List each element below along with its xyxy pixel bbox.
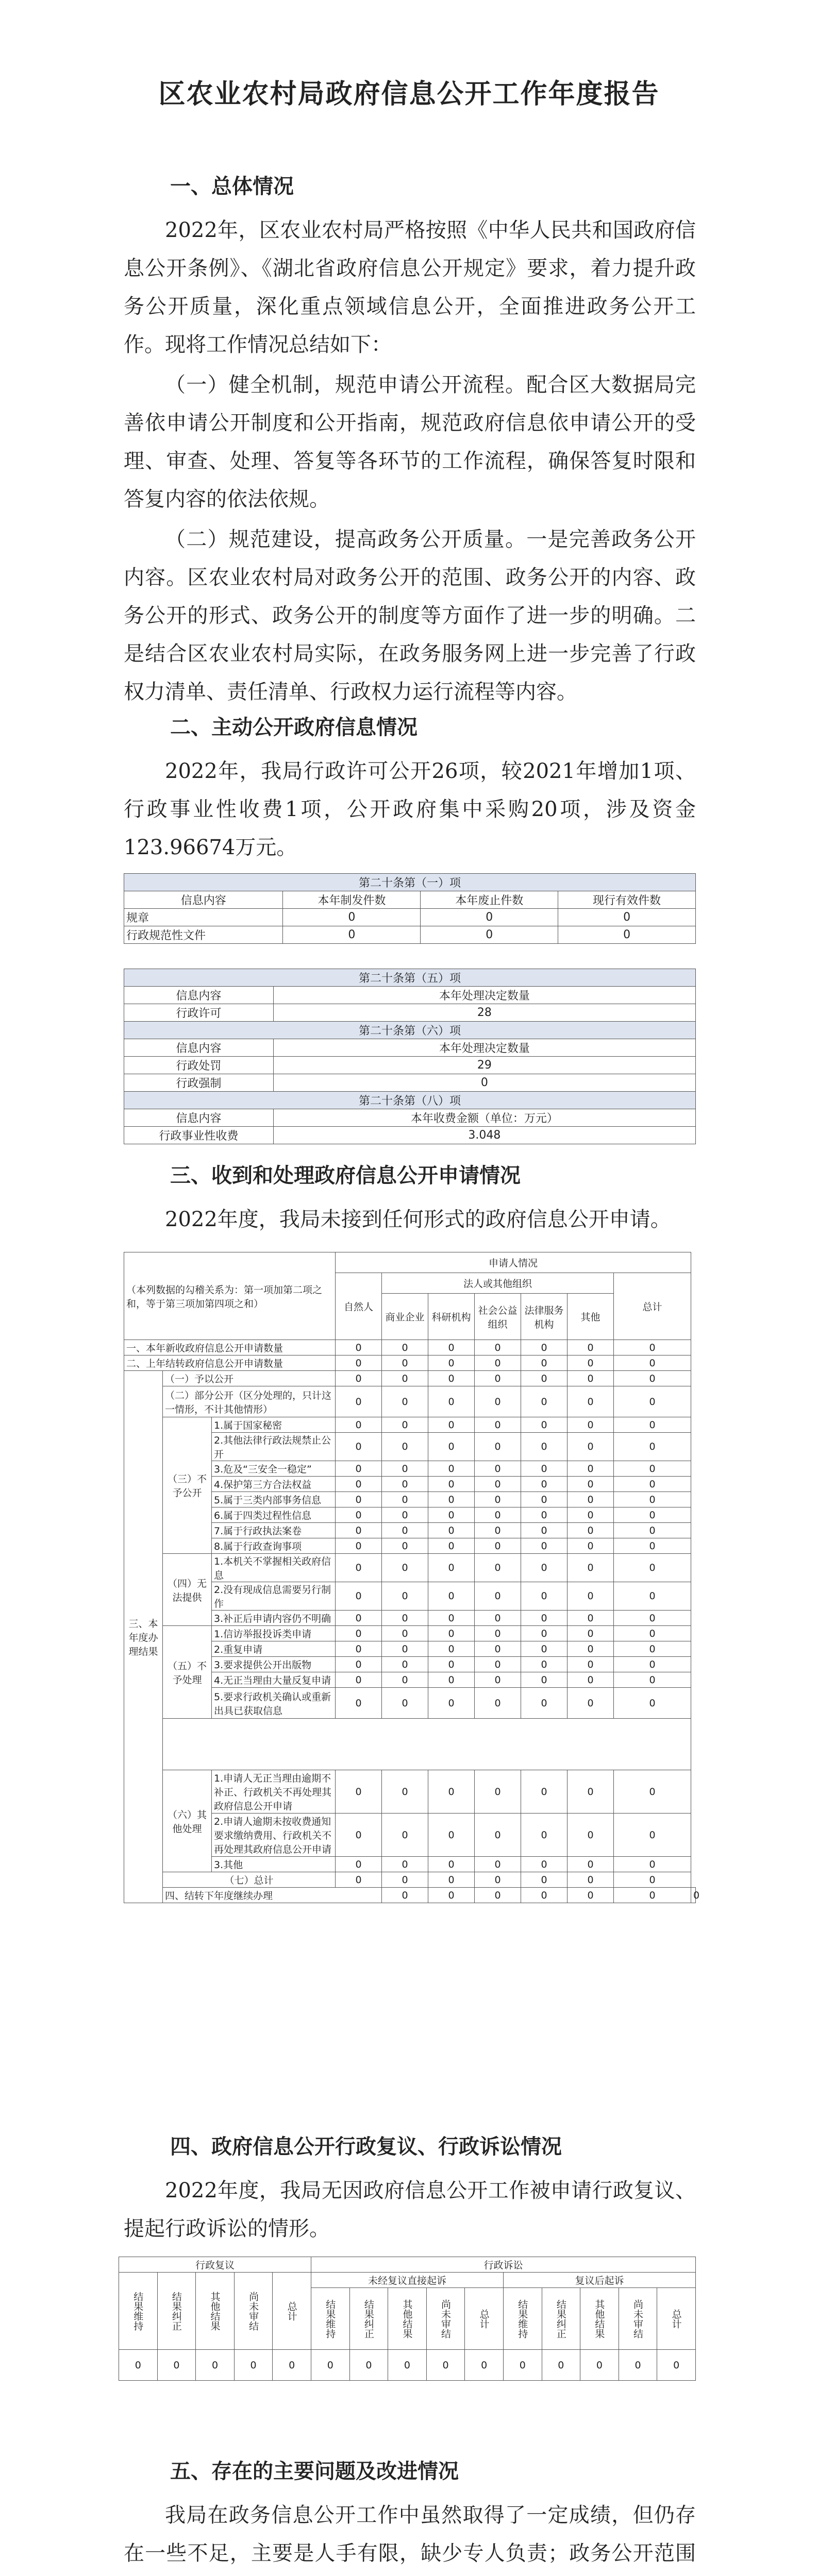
row-group-header: （三）不予公开 bbox=[163, 1417, 212, 1554]
section-5-paragraph-1: 我局在政务信息公开工作中虽然取得了一定成绩，但仍存在一些不足，主要是人手有限，缺少专人负责；政务公开范围 bbox=[124, 2503, 696, 2565]
table-article-20-item-1 bbox=[124, 873, 696, 944]
table-row: 四、结转下年度继续办理 0 0 0 0 0 0 0 bbox=[124, 1888, 696, 1903]
table-row: （七）总计 0 0 0 0 0 0 0 bbox=[124, 1872, 696, 1888]
column-group-header: 行政复议 bbox=[119, 2257, 311, 2273]
table-row: 3.危及“三安全一稳定” 0 0 0 0 0 0 0 bbox=[124, 1461, 696, 1477]
section-3-paragraph-1: 2022年度，我局未接到任何形式的政府信息公开申请。 bbox=[165, 1208, 671, 1231]
column-header: 商业企业 bbox=[382, 1294, 428, 1340]
section-5-heading: 五、存在的主要问题及改进情况 bbox=[170, 2459, 459, 2483]
column-group-header: 申请人情况 bbox=[336, 1252, 691, 1273]
table-row: 行政强制 0 bbox=[124, 1074, 696, 1092]
table-caption: 第二十条第（一）项 bbox=[124, 874, 696, 891]
table-row: 7.属于行政执法案卷 0 0 0 0 0 0 0 bbox=[124, 1523, 696, 1538]
application-handling-table bbox=[124, 1252, 700, 1903]
table-row: 一、本年新收政府信息公开申请数量 0 0 0 0 0 0 0 bbox=[124, 1340, 696, 1355]
table-row: 2.其他法律行政法规禁止公开 0 0 0 0 0 0 0 bbox=[124, 1433, 696, 1461]
column-header: 本年处理决定数量 bbox=[273, 987, 695, 1004]
column-group-header: 行政诉讼 bbox=[311, 2257, 695, 2273]
column-header: 信息内容 bbox=[124, 1039, 274, 1057]
table-row: 2.申请人逾期未按收费通知要求缴纳费用、行政机关不再处理其政府信息公开申请 0 0 0 0 0 0 0 bbox=[124, 1814, 696, 1857]
table-caption: 第二十条第（六）项 bbox=[124, 1022, 696, 1039]
column-header: 科研机构 bbox=[428, 1294, 475, 1340]
column-header: 本年收费金额（单位：万元） bbox=[273, 1109, 695, 1127]
section-4-paragraph-1: 2022年度，我局无因政府信息公开工作被申请行政复议、提起行政诉讼的情形。 bbox=[124, 2179, 696, 2241]
table-row: 2.重复申请 0 0 0 0 0 0 0 bbox=[124, 1641, 696, 1657]
table-row: 3.要求提供公开出版物 0 0 0 0 0 0 0 bbox=[124, 1657, 696, 1672]
table-row: 5.要求行政机关确认或重新出具已获取信息 0 0 0 0 0 0 0 bbox=[124, 1688, 696, 1719]
table-row: 0 0 0 0 0 0 0 0 0 0 0 0 0 0 0 bbox=[119, 2350, 696, 2381]
table-row: 二、上年结转政府信息公开申请数量 0 0 0 0 0 0 0 bbox=[124, 1355, 696, 1371]
page-title: 区农业农村局政府信息公开工作年度报告 bbox=[158, 78, 660, 110]
table-row: 2.没有现成信息需要另行制作 0 0 0 0 0 0 0 bbox=[124, 1582, 696, 1611]
section-2-paragraph-1: 2022年，我局行政许可公开26项，较2021年增加1项、行政事业性收费1项，公开政府集中采购20项，涉及资金123.96674万元。 bbox=[124, 759, 696, 859]
column-header: 现行有效件数 bbox=[558, 891, 696, 909]
table-row: 4.保护第三方合法权益 0 0 0 0 0 0 0 bbox=[124, 1477, 696, 1492]
table-row: 8.属于行政查询事项 0 0 0 0 0 0 0 bbox=[124, 1538, 696, 1554]
table-row: （二）部分公开（区分处理的，只计这一情形，不计其他情形） 0 0 0 0 0 0 0 bbox=[124, 1386, 696, 1417]
section-4-heading: 四、政府信息公开行政复议、行政诉讼情况 bbox=[170, 2134, 562, 2159]
column-group-header: 未经复议直接起诉 bbox=[311, 2273, 503, 2288]
row-group-header: （六）其他处理 bbox=[163, 1770, 212, 1872]
table-row: （四）无法提供 1.本机关不掌握相关政府信息 0 0 0 0 0 0 0 bbox=[124, 1554, 696, 1582]
table-row: 规章 0 0 0 bbox=[124, 909, 696, 926]
column-header: 总计 bbox=[614, 1273, 691, 1340]
table-row: 三、本年度办理结果 （一）予以公开 0 0 0 0 0 0 0 bbox=[124, 1371, 696, 1386]
table-row: （五）不予处理 1.信访举报投诉类申请 0 0 0 0 0 0 0 bbox=[124, 1626, 696, 1641]
column-header: 本年废止件数 bbox=[421, 891, 558, 909]
section-1-paragraph-3: （二）规范建设，提高政务公开质量。一是完善政务公开内容。区农业农村局对政务公开的范围、政务公开的内容、政务公开的形式、政务公开的制度等方面作了进一步的明确。二是结合区农业农村局实际，在政务服务网上进一步完善了行政权力清单、责任清单、行政权力运行流程等内容。 bbox=[124, 528, 696, 704]
row-group-header: （四）无法提供 bbox=[163, 1554, 212, 1626]
column-group-header: 法人或其他组织 bbox=[382, 1273, 614, 1294]
table-row: 行政事业性收费 3.048 bbox=[124, 1127, 696, 1144]
column-header: 信息内容 bbox=[124, 891, 283, 909]
table-row: 行政许可 28 bbox=[124, 1004, 696, 1022]
review-litigation-table: 行政复议 行政诉讼 结果维持 结果纠正 其他结果 尚未审结 总计 未经复议直接起诉 复议后起诉 结果维持 结果纠正 其他结果 尚未审结 总计 结果维持 结果纠正 其他结果 尚未审结 总计 0 0 0 0 0 0 0 0 0 0 0 0 0 0 0 bbox=[119, 2257, 696, 2381]
column-header: 社会公益组织 bbox=[475, 1294, 521, 1340]
column-header: 本年制发件数 bbox=[283, 891, 421, 909]
column-header: 本年处理决定数量 bbox=[273, 1039, 695, 1057]
section-1-paragraph-2: （一）健全机制，规范申请公开流程。配合区大数据局完善依申请公开制度和公开指南，规范政府信息依申请公开的受理、审查、处理、答复等各环节的工作流程，确保答复时限和答复内容的依法依规。 bbox=[124, 373, 696, 511]
section-3-heading: 三、收到和处理政府信息公开申请情况 bbox=[170, 1163, 521, 1188]
column-group-header: 复议后起诉 bbox=[503, 2273, 695, 2288]
table-article-20-items-5-6-8 bbox=[124, 969, 696, 1144]
table-row: 3.其他 0 0 0 0 0 0 0 bbox=[124, 1857, 696, 1872]
table-caption: 第二十条第（五）项 bbox=[124, 969, 696, 987]
section-1-paragraph-1: 2022年，区农业农村局严格按照《中华人民共和国政府信息公开条例》、《湖北省政府信息公开规定》要求，着力提升政务公开质量，深化重点领域信息公开，全面推进政务公开工作。现将工作情况总结如下： bbox=[124, 218, 696, 357]
column-header: 信息内容 bbox=[124, 1109, 274, 1127]
table-row: （六）其他处理 1.申请人无正当理由逾期不补正、行政机关不再处理其政府信息公开申请 0 0 0 0 0 0 0 bbox=[124, 1770, 696, 1814]
table-row: 5.属于三类内部事务信息 0 0 0 0 0 0 0 bbox=[124, 1492, 696, 1507]
row-group-header: （五）不予处理 bbox=[163, 1626, 212, 1719]
table-row: 4.无正当理由大量反复申请 0 0 0 0 0 0 0 bbox=[124, 1672, 696, 1688]
column-header: 其他 bbox=[567, 1294, 614, 1340]
column-header: 自然人 bbox=[336, 1273, 382, 1340]
table-row: 6.属于四类过程性信息 0 0 0 0 0 0 0 bbox=[124, 1507, 696, 1523]
column-header: 法律服务机构 bbox=[521, 1294, 567, 1340]
section-1-heading: 一、总体情况 bbox=[170, 174, 294, 198]
section-2-heading: 二、主动公开政府信息情况 bbox=[170, 715, 418, 739]
table-row: 3.补正后申请内容仍不明确 0 0 0 0 0 0 0 bbox=[124, 1611, 696, 1626]
table-corner-note: （本列数据的勾稽关系为：第一项加第二项之和，等于第三项加第四项之和） bbox=[124, 1252, 336, 1340]
table-row: （三）不予公开 1.属于国家秘密 0 0 0 0 0 0 0 bbox=[124, 1417, 696, 1433]
row-group-header: 三、本年度办理结果 bbox=[124, 1371, 163, 1903]
table-caption: 第二十条第（八）项 bbox=[124, 1092, 696, 1109]
column-header: 信息内容 bbox=[124, 987, 274, 1004]
table-row: 行政规范性文件 0 0 0 bbox=[124, 926, 696, 944]
table-row: 行政处罚 29 bbox=[124, 1057, 696, 1074]
